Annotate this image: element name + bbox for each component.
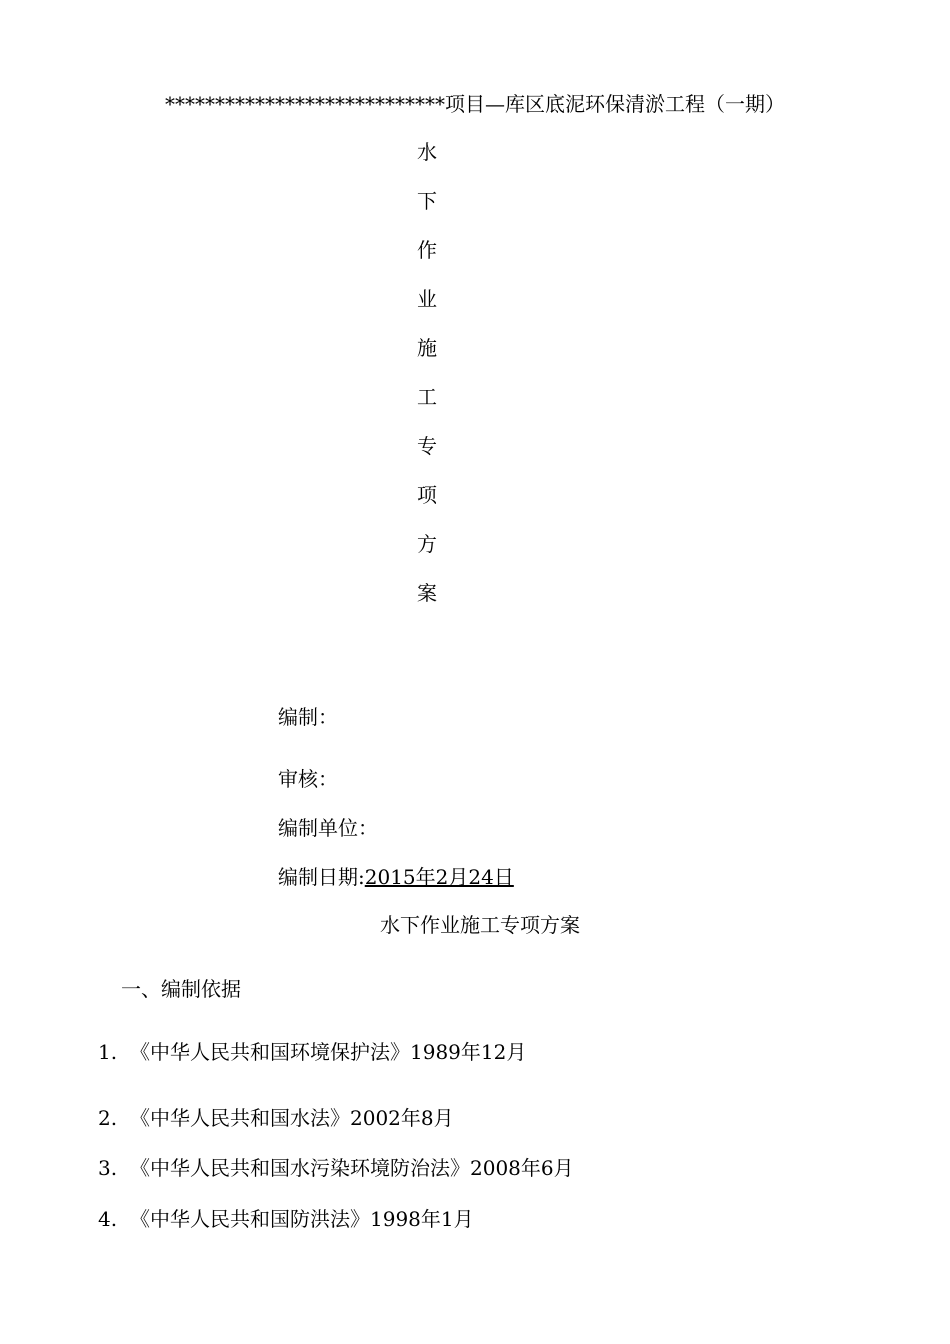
vertical-title-char: 下	[417, 189, 437, 213]
compiler-label: 编制：	[278, 705, 338, 729]
unit-field	[278, 814, 378, 842]
list-item-number: 2.	[98, 1106, 118, 1130]
list-item	[98, 1038, 526, 1066]
date-field	[278, 863, 514, 891]
vertical-title-char: 工	[417, 385, 437, 409]
vertical-title-char: 方	[417, 532, 437, 556]
list-item	[98, 1104, 454, 1132]
list-item-text: 《中华人民共和国环境保护法》1989年12月	[130, 1040, 527, 1064]
vertical-title-char: 案	[417, 581, 437, 605]
list-item-text: 《中华人民共和国防洪法》1998年1月	[130, 1207, 474, 1231]
list-item-number: 1.	[98, 1040, 118, 1064]
vertical-title-char: 施	[417, 336, 437, 360]
vertical-title-char: 业	[417, 287, 437, 311]
list-item-number: 3.	[98, 1156, 118, 1180]
compiler-field	[278, 703, 338, 731]
reviewer-label: 审核：	[278, 767, 338, 791]
section-heading: 一、编制依据	[121, 977, 241, 1001]
vertical-title-char: 作	[417, 238, 437, 262]
list-item-number: 4.	[98, 1207, 118, 1231]
date-value: 2015年2月24日	[364, 865, 514, 889]
project-title: ****************************项目—库区底泥环保清淤工程（一期）	[165, 92, 785, 116]
vertical-title-char: 项	[417, 483, 437, 507]
list-item-text: 《中华人民共和国水法》2002年8月	[130, 1106, 454, 1130]
document-title: 水下作业施工专项方案	[380, 913, 580, 937]
list-item-text: 《中华人民共和国水污染环境防治法》2008年6月	[130, 1156, 574, 1180]
vertical-title-char: 专	[417, 434, 437, 458]
unit-label: 编制单位：	[278, 816, 378, 840]
list-item	[98, 1205, 474, 1233]
vertical-title-char: 水	[417, 140, 437, 164]
vertical-title	[412, 138, 442, 628]
reviewer-field	[278, 765, 338, 793]
date-label: 编制日期:	[278, 865, 365, 889]
list-item	[98, 1154, 574, 1182]
